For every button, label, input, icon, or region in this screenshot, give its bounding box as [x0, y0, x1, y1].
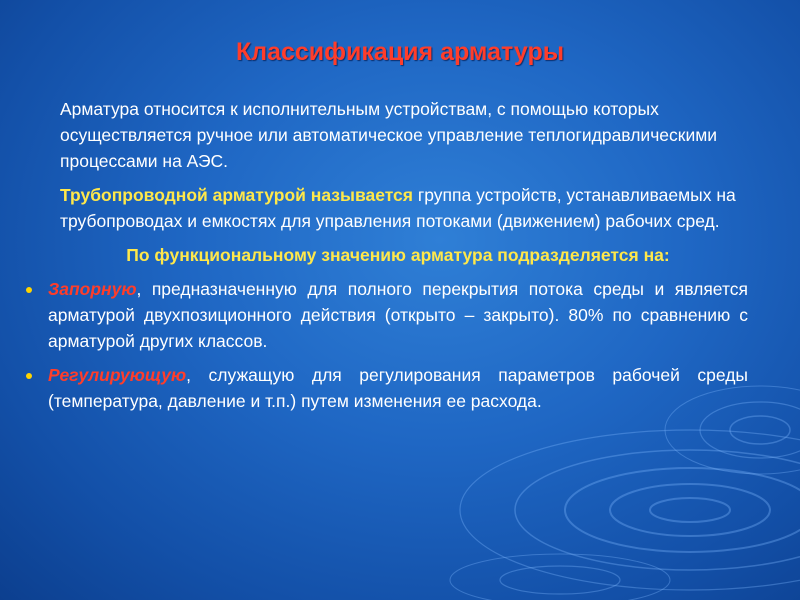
bullet-text: , предназначенную для полного перекрытия потока среды и является арматурой двухпозиционного действия (открыто – закрыто). 80% по сравнению с арматурой других классов.	[48, 279, 748, 351]
definition-text: группа устройств, устанавливаемых на трубопроводах и емкостях для управления потоками (движением) рабочих сред.	[60, 185, 736, 231]
slide-title: Классификация арматуры	[235, 38, 565, 66]
slide-body	[48, 96, 748, 422]
classification-heading: По функциональному значению арматура подразделяется на:	[126, 245, 670, 265]
definition-term: Трубопроводной арматурой называется	[60, 185, 413, 205]
bullet-text: , служащую для регулирования параметров рабочей среды (температура, давление и т.п.) путем изменения ее расхода.	[48, 365, 748, 411]
list-item	[48, 276, 748, 354]
bullet-icon	[26, 373, 32, 379]
definition-paragraph	[48, 182, 748, 234]
bullet-term: Регулирующую	[48, 365, 187, 385]
list-item	[48, 362, 748, 414]
bullet-icon	[26, 287, 32, 293]
bullet-term: Запорную	[48, 279, 137, 299]
intro-paragraph: Арматура относится к исполнительным устройствам, с помощью которых осуществляется ручное или автоматическое управление теплогидравлическими процессами на АЭС.	[60, 99, 718, 171]
